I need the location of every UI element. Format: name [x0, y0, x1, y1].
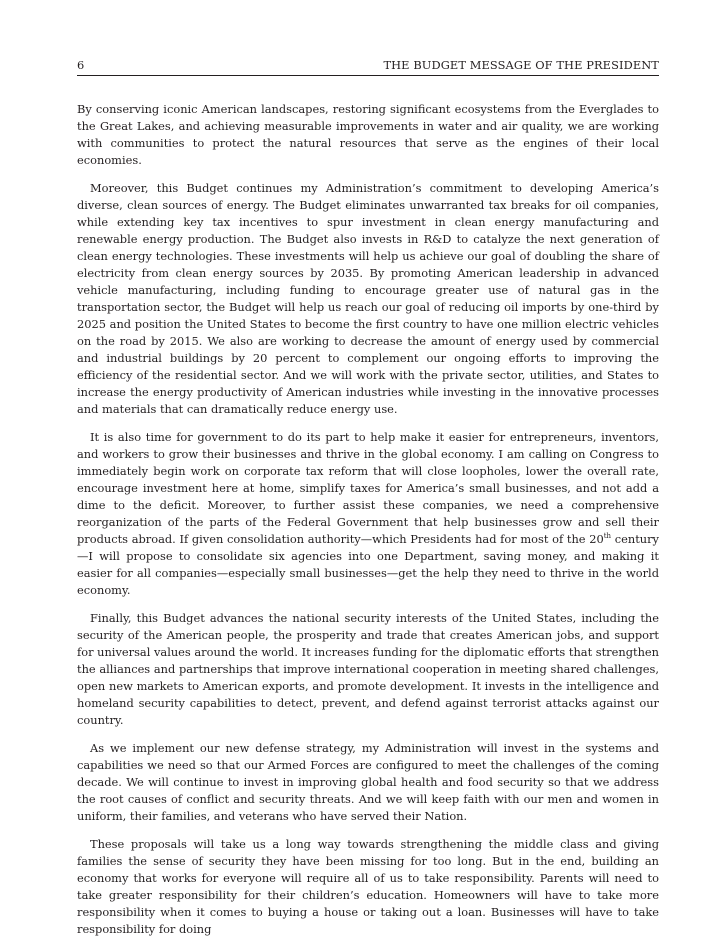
paragraph-businesses	[77, 429, 659, 599]
paragraph-businesses-continuation: century—I will propose to consolidate six agencies into one Department, saving money, and making it easier for all companies—especially small businesses—get the help they need to thrive in the world economy.	[77, 532, 659, 597]
paragraph-national-security: Finally, this Budget advances the national security interests of the United States, including the security of the American people, the prosperity and trade that creates American jobs, and support for universal values around the world. It increases funding for the diplomatic efforts that strengthen the alliances and partnerships that improve international cooperation in meeting shared challenges, open new markets to American exports, and promote development. It invests in the intelligence and homeland security capabilities to detect, prevent, and defend against terrorist attacks against our country.	[77, 611, 659, 727]
paragraph-responsibility: These proposals will take us a long way towards strengthening the middle class and giving families the sense of security they have been missing for too long. But in the end, building an economy that works for everyone will require all of us to take responsibility. Parents will need to take greater responsibility for their children’s education. Homeowners will have to take more responsibility when it comes to buying a house or taking out a loan. Businesses will have to take responsibility for doing	[77, 837, 659, 936]
running-title: THE BUDGET MESSAGE OF THE PRESIDENT	[383, 58, 659, 72]
paragraph-defense-strategy: As we implement our new defense strategy, my Administration will invest in the systems and capabilities we need so that our Armed Forces are configured to meet the challenges of the coming decade. We will continue to invest in improving global health and food security so that we address the root causes of conflict and security threats. And we will keep faith with our men and women in uniform, their families, and veterans who have served their Nation.	[77, 741, 659, 823]
body-text	[77, 101, 659, 949]
paragraph-businesses-text: It is also time for government to do its part to help make it easier for entrepreneurs, inventors, and workers to grow their businesses and thrive in the global economy. I am calling on Congress to immediately begin work on corporate tax reform that will close loopholes, lower the overall rate, encourage investment here at home, simplify taxes for America’s small businesses, and not add a dime to the deficit. Moreover, to further assist these companies, we need a comprehensive reorganization of the parts of the Federal Government that help businesses grow and sell their products abroad. If given consolidation authority—which Presidents had for most of the 20	[77, 430, 659, 546]
running-header	[77, 55, 659, 76]
ordinal-superscript: th	[603, 532, 612, 541]
page-number: 6	[77, 58, 85, 72]
paragraph-clean-energy: Moreover, this Budget continues my Administration’s commitment to developing America’s diverse, clean sources of energy. The Budget eliminates unwarranted tax breaks for oil companies, while extending key tax incentives to spur investment in clean energy manufacturing and renewable energy production. The Budget also invests in R&D to catalyze the next generation of clean energy technologies. These investments will help us achieve our goal of doubling the share of electricity from clean energy sources by 2035. By promoting American leadership in advanced vehicle manufacturing, including funding to encourage greater use of natural gas in the transportation sector, the Budget will help us reach our goal of reducing oil imports by one-third by 2025 and position the United States to become the first country to have one million electric vehicles on the road by 2015. We also are working to decrease the amount of energy used by commercial and industrial buildings by 20 percent to complement our ongoing efforts to improving the efficiency of the residential sector. And we will work with the private sector, utilities, and States to increase the energy productivity of American industries while investing in the innovative processes and materials that can dramatically reduce energy use.	[77, 181, 659, 416]
paragraph-landscapes: By conserving iconic American landscapes, restoring significant ecosystems from the Everglades to the Great Lakes, and achieving measurable improvements in water and air quality, we are working with communities to protect the natural resources that serve as the engines of their local economies.	[77, 102, 659, 167]
